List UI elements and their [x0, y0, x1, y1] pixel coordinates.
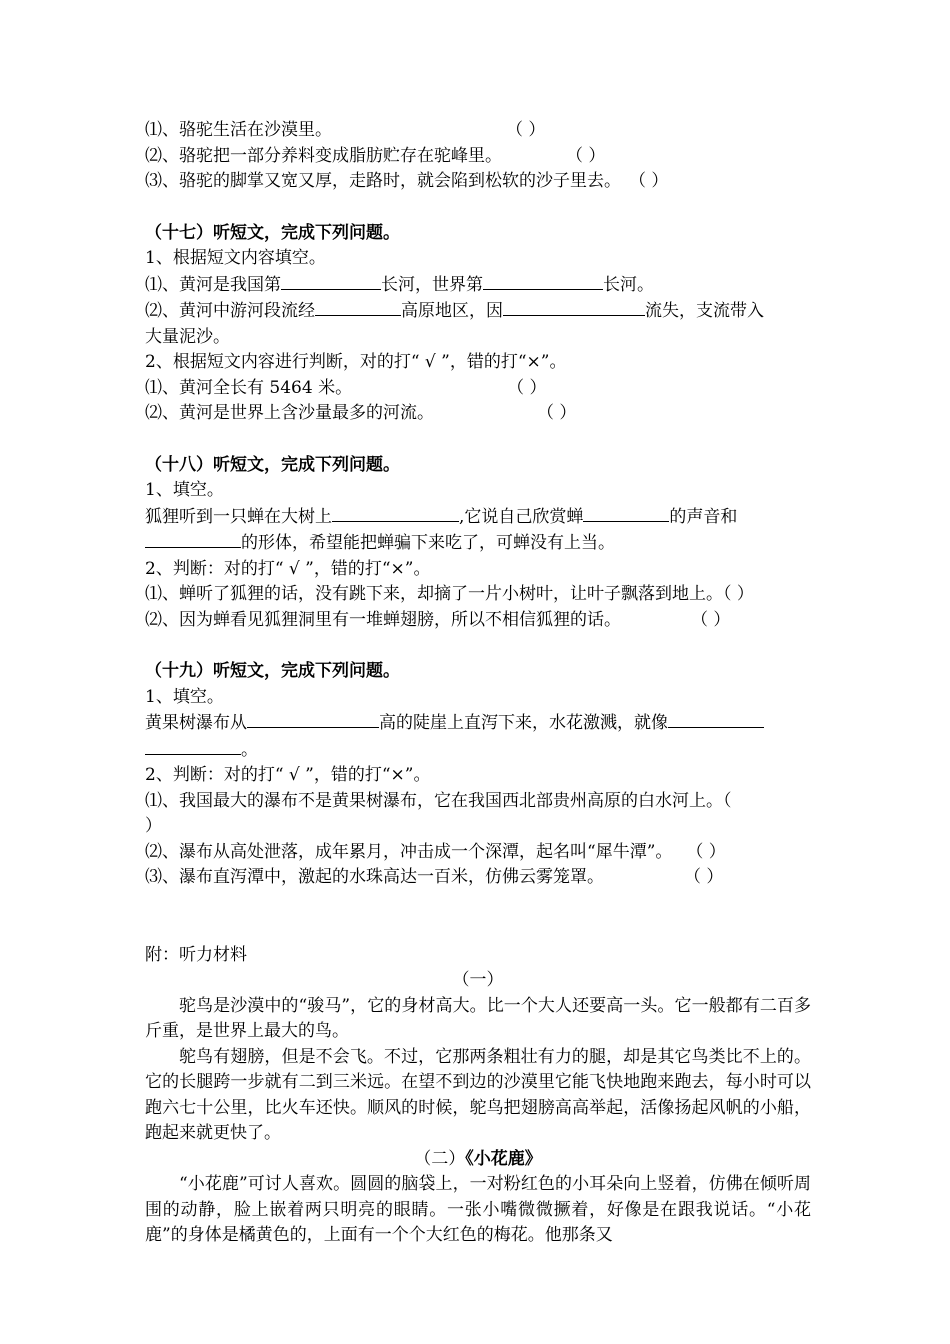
s19-fill-1-cont — [145, 737, 811, 764]
s17-judge-2-text: ⑵、黄河是世界上含沙量最多的河流。 — [145, 403, 434, 423]
appendix-paragraph-2: 鸵鸟有翅膀，但是不会飞。不过，它那两条粗壮有力的腿，却是其它鸟类比不上的。它的长腿跨一步就有二到三米远。在望不到边的沙漠里它能飞快地跑来跑去，每小时可以跑六七十公里，比火车还快。顺风的时候，鸵鸟把翅膀高高举起，活像扬起风帆的小船，跑起来就更快了。 — [145, 1046, 811, 1143]
appendix-paragraph-1: 驼鸟是沙漠中的“骏马”，它的身材高大。比一个大人还要高一头。它一般都有二百多斤重，是世界上最大的鸟。 — [145, 995, 811, 1041]
appendix-heading-2-title: 《小花鹿》 — [465, 1148, 542, 1169]
appendix-label: 附：听力材料 — [145, 944, 247, 965]
s18-judge-1-text: ⑴、蝉听了狐狸的话，没有跳下来，却摘了一片小树叶，让叶子飘落到地上。 — [145, 584, 723, 604]
s16-item-1 — [145, 118, 811, 144]
s17-fill-2-a: ⑵、黄河中游河段流经 — [145, 301, 315, 321]
s16-item-3 — [145, 169, 811, 195]
s17-title: （十七）听短文，完成下列问题。 — [145, 222, 400, 243]
s19-fill-1-b: 高的陡崖上直泻下来，水花激溅，就像 — [379, 713, 668, 733]
s18-fill-1-a: 狐狸听到一只蝉在大树上 — [145, 506, 332, 527]
s19-fill-1 — [145, 710, 811, 737]
blank-line[interactable] — [247, 710, 379, 728]
answer-paren[interactable]: （ ） — [537, 403, 577, 423]
appendix-heading-2-number: （二） — [414, 1148, 466, 1169]
s18-judge-2-text: ⑵、因为蝉看见狐狸洞里有一堆蝉翅膀，所以不相信狐狸的话。 — [145, 609, 621, 630]
s17-fill-2-cont: 大量泥沙。 — [145, 326, 230, 347]
answer-paren[interactable]: （ ） — [629, 171, 669, 191]
s17-fill-2 — [145, 298, 811, 325]
s17-judge-2 — [145, 401, 811, 427]
s16-item-1-text: ⑴、骆驼生活在沙漠里。 — [145, 120, 332, 140]
s19-judge-2 — [145, 840, 811, 866]
s18-part2: 2、判断：对的打“ √ ”，错的打“×”。 — [145, 558, 431, 579]
answer-paren[interactable]: （ ） — [566, 145, 606, 166]
answer-paren[interactable]: （ ） — [691, 609, 731, 630]
s17-judge-1-text: ⑴、黄河全长有 5464 米。 — [145, 377, 353, 398]
answer-paren[interactable]: （ ） — [723, 584, 754, 604]
s18-judge-2 — [145, 608, 811, 634]
blank-line[interactable] — [145, 530, 241, 548]
blank-line[interactable] — [583, 504, 669, 522]
s18-fill-1-c: 的声音和 — [669, 506, 738, 527]
s18-fill-1-b: ,它说自己欣赏蝉 — [459, 506, 584, 527]
s17-fill-2-b: 高原地区，因 — [401, 301, 503, 321]
s19-judge-2-text: ⑵、瀑布从高处泄落，成年累月，冲击成一个深潭，起名叫“犀牛潭”。 — [145, 841, 673, 862]
s16-item-3-text: ⑶、骆驼的脚掌又宽又厚，走路时，就会陷到松软的沙子里去。 — [145, 171, 621, 191]
s19-part2: 2、判断：对的打“ √ ”，错的打“×”。 — [145, 765, 431, 785]
answer-paren[interactable]: （ ） — [506, 120, 546, 140]
s17-fill-1 — [145, 272, 811, 299]
s19-judge-1 — [145, 789, 811, 815]
blank-line[interactable] — [668, 710, 764, 728]
blank-line[interactable] — [332, 504, 459, 522]
s19-part1: 1、填空。 — [145, 686, 224, 707]
s18-judge-1 — [145, 582, 811, 608]
s19-judge-3-text: ⑶、瀑布直泻潭中，激起的水珠高达一百米，仿佛云雾笼罩。 — [145, 867, 604, 887]
s19-judge-1-text: ⑴、我国最大的瀑布不是黄果树瀑布，它在我国西北部贵州高原的白水河上。（ — [145, 790, 732, 811]
s18-title: （十八）听短文，完成下列问题。 — [145, 454, 400, 475]
s19-judge-3 — [145, 865, 811, 891]
s17-fill-2-c: 流失，支流带入 — [645, 301, 764, 321]
s19-title: （十九）听短文，完成下列问题。 — [145, 661, 400, 681]
blank-line[interactable] — [315, 298, 401, 316]
blank-line[interactable] — [503, 298, 645, 316]
s18-fill-1-d: 的形体，希望能把蝉骗下来吃了，可蝉没有上当。 — [241, 533, 615, 553]
blank-line[interactable] — [145, 737, 241, 755]
s17-part1: 1、根据短文内容填空。 — [145, 248, 326, 268]
appendix-heading-2 — [145, 1147, 811, 1173]
s18-part1: 1、填空。 — [145, 480, 224, 500]
answer-paren[interactable]: （ ） — [507, 377, 547, 398]
appendix-heading-1: （一） — [452, 970, 504, 990]
appendix-paragraph-3: “小花鹿”可讨人喜欢。圆圆的脑袋上，一对粉红色的小耳朵向上竖着，仿佛在倾听周围的动静，脸上嵌着两只明亮的眼睛。一张小嘴微微撅着，好像是在跟我说话。“小花鹿”的身体是橘黄色的，上面有一个个大红色的梅花。他那条又 — [145, 1174, 811, 1245]
s18-fill-1 — [145, 504, 811, 531]
s16-item-2-text: ⑵、骆驼把一部分养料变成脂肪贮存在驼峰里。 — [145, 145, 502, 166]
document-content — [145, 118, 811, 1249]
s19-fill-1-c: 。 — [241, 739, 258, 760]
s18-fill-1-cont — [145, 530, 811, 557]
s17-part2: 2、根据短文内容进行判断，对的打“ √ ”，错的打“×”。 — [145, 352, 567, 372]
s17-judge-1 — [145, 376, 811, 402]
s19-judge-1-cont[interactable]: ） — [145, 816, 162, 836]
answer-paren[interactable]: （ ） — [686, 841, 726, 862]
answer-paren[interactable]: （ ） — [684, 867, 724, 887]
s16-item-2 — [145, 144, 811, 170]
blank-line[interactable] — [281, 272, 381, 290]
s17-fill-1-c: 长河。 — [603, 274, 654, 295]
s17-fill-1-a: ⑴、黄河是我国第 — [145, 274, 281, 295]
s17-fill-1-b: 长河，世界第 — [381, 274, 483, 295]
blank-line[interactable] — [483, 272, 603, 290]
s19-fill-1-a: 黄果树瀑布从 — [145, 713, 247, 733]
